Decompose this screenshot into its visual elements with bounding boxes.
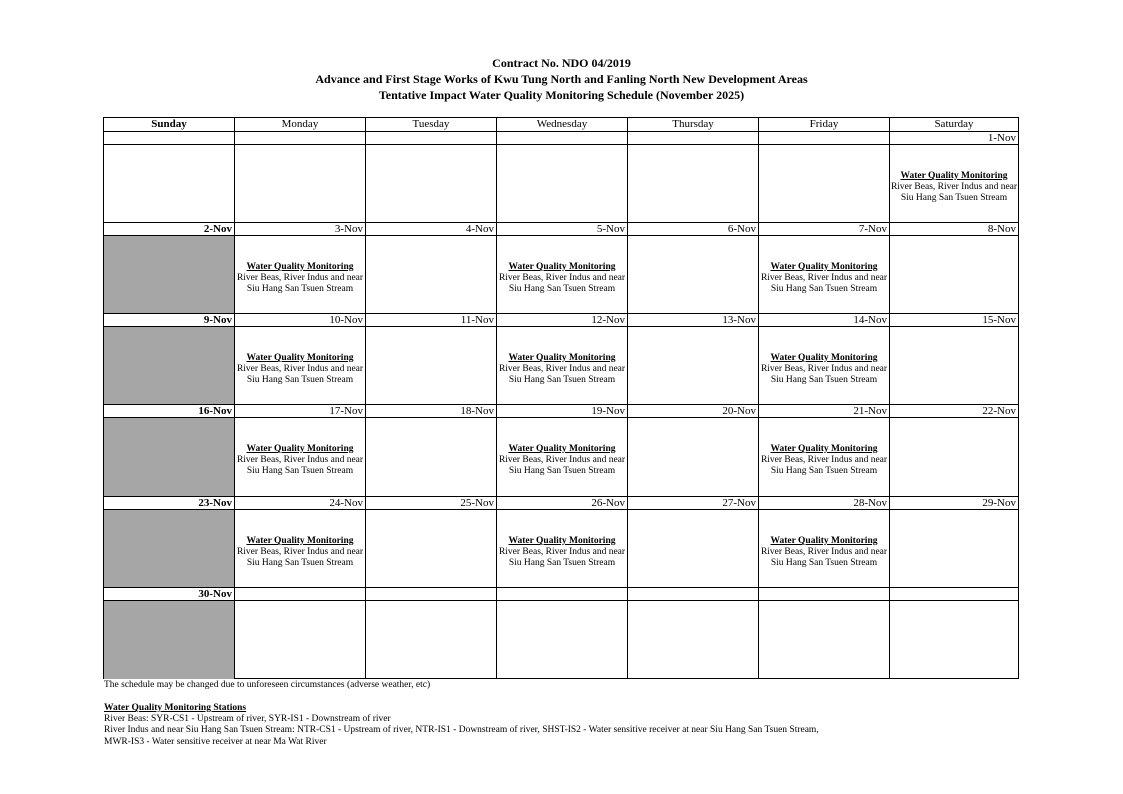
event-location-line-2: Siu Hang San Tsuen Stream — [246, 284, 354, 294]
day-cell — [497, 601, 628, 679]
day-cell — [235, 418, 366, 497]
event-title: Water Quality Monitoring — [246, 353, 354, 363]
event-title: Water Quality Monitoring — [770, 353, 878, 363]
event-location-line-2: Siu Hang San Tsuen Stream — [508, 284, 616, 294]
date-label: 14-Nov — [759, 314, 890, 327]
date-label — [235, 132, 366, 145]
event-title: Water Quality Monitoring — [508, 262, 616, 272]
date-label: 11-Nov — [366, 314, 497, 327]
event-location-line-2: Siu Hang San Tsuen Stream — [508, 558, 616, 568]
event-location-line-2: Siu Hang San Tsuen Stream — [508, 375, 616, 385]
date-label: 24-Nov — [235, 497, 366, 510]
date-label: 28-Nov — [759, 497, 890, 510]
day-header-sunday: Sunday — [104, 118, 235, 132]
date-label — [366, 132, 497, 145]
day-cell — [104, 145, 235, 223]
event-title: Water Quality Monitoring — [508, 536, 616, 546]
monitoring-event — [497, 236, 627, 295]
event-location-line-1: River Beas, River Indus and near — [236, 364, 364, 374]
day-cell — [235, 145, 366, 223]
date-label — [890, 588, 1018, 601]
event-location-line-1: River Beas, River Indus and near — [760, 547, 888, 557]
date-label: 19-Nov — [497, 405, 628, 418]
monitoring-event — [497, 510, 627, 569]
day-cell — [890, 418, 1018, 497]
date-label: 17-Nov — [235, 405, 366, 418]
monitoring-event — [235, 236, 365, 295]
day-cell — [759, 145, 890, 223]
event-title: Water Quality Monitoring — [770, 444, 878, 454]
day-cell — [497, 145, 628, 223]
event-location-line-2: Siu Hang San Tsuen Stream — [770, 284, 878, 294]
day-cell — [104, 510, 235, 588]
date-label — [235, 588, 366, 601]
day-header-friday: Friday — [759, 118, 890, 132]
event-location-line-2: Siu Hang San Tsuen Stream — [900, 193, 1008, 203]
monitoring-event — [759, 510, 889, 569]
day-cell — [235, 601, 366, 679]
event-location-line-1: River Beas, River Indus and near — [498, 547, 626, 557]
stations-line-1: River Beas: SYR-CS1 - Upstream of river, SYR-IS1 - Downstream of river — [104, 714, 391, 724]
stations-line-3: MWR-IS3 - Water sensitive receiver at near Ma Wat River — [104, 737, 327, 747]
day-cell — [628, 145, 759, 223]
event-location-line-1: River Beas, River Indus and near — [236, 455, 364, 465]
event-title: Water Quality Monitoring — [770, 262, 878, 272]
date-label: 7-Nov — [759, 223, 890, 236]
day-header-thursday: Thursday — [628, 118, 759, 132]
day-cell — [235, 327, 366, 405]
schedule-note: The schedule may be changed due to unforeseen circumstances (adverse weather, etc) — [104, 680, 431, 690]
event-location-line-2: Siu Hang San Tsuen Stream — [770, 466, 878, 476]
day-cell — [497, 510, 628, 588]
event-location-line-1: River Beas, River Indus and near — [236, 547, 364, 557]
date-label — [366, 588, 497, 601]
day-cell — [366, 327, 497, 405]
event-title: Water Quality Monitoring — [508, 444, 616, 454]
event-location-line-2: Siu Hang San Tsuen Stream — [770, 375, 878, 385]
date-label — [759, 132, 890, 145]
date-label: 13-Nov — [628, 314, 759, 327]
contract-number: Contract No. NDO 04/2019 — [492, 56, 631, 70]
date-label: 22-Nov — [890, 405, 1018, 418]
day-cell — [759, 236, 890, 314]
date-label: 29-Nov — [890, 497, 1018, 510]
stations-line-2: River Indus and near Siu Hang San Tsuen Stream: NTR-CS1 - Upstream of river, NTR-IS1 - Downstream of river, SHST-IS2 - Water sensitive receiver at near Siu Hang San Tsuen Stream, — [104, 725, 819, 735]
day-cell — [759, 327, 890, 405]
day-cell — [104, 418, 235, 497]
day-cell — [759, 601, 890, 679]
date-label: 10-Nov — [235, 314, 366, 327]
day-cell — [104, 236, 235, 314]
event-location-line-2: Siu Hang San Tsuen Stream — [246, 558, 354, 568]
event-location-line-1: River Beas, River Indus and near — [236, 273, 364, 283]
day-cell — [890, 601, 1018, 679]
date-label: 27-Nov — [628, 497, 759, 510]
project-title: Advance and First Stage Works of Kwu Tung North and Fanling North New Development Areas — [315, 72, 808, 86]
day-header-monday: Monday — [235, 118, 366, 132]
monitoring-event — [497, 418, 627, 477]
monitoring-event — [759, 418, 889, 477]
day-header-wednesday: Wednesday — [497, 118, 628, 132]
event-location-line-1: River Beas, River Indus and near — [498, 273, 626, 283]
date-label: 23-Nov — [104, 497, 235, 510]
event-title: Water Quality Monitoring — [246, 536, 354, 546]
day-cell — [628, 236, 759, 314]
event-location-line-2: Siu Hang San Tsuen Stream — [246, 375, 354, 385]
day-cell — [890, 510, 1018, 588]
date-label: 6-Nov — [628, 223, 759, 236]
day-cell — [890, 327, 1018, 405]
date-label: 1-Nov — [890, 132, 1018, 145]
day-cell — [366, 601, 497, 679]
date-label: 9-Nov — [104, 314, 235, 327]
monitoring-event — [759, 327, 889, 386]
date-label: 20-Nov — [628, 405, 759, 418]
date-label: 12-Nov — [497, 314, 628, 327]
day-cell — [890, 145, 1018, 223]
monitoring-event — [235, 418, 365, 477]
event-location-line-1: River Beas, River Indus and near — [498, 364, 626, 374]
day-cell — [628, 418, 759, 497]
date-label: 18-Nov — [366, 405, 497, 418]
monitoring-event — [759, 236, 889, 295]
date-label: 3-Nov — [235, 223, 366, 236]
event-location-line-1: River Beas, River Indus and near — [760, 273, 888, 283]
day-header-tuesday: Tuesday — [366, 118, 497, 132]
event-location-line-1: River Beas, River Indus and near — [760, 364, 888, 374]
day-cell — [628, 327, 759, 405]
event-title: Water Quality Monitoring — [900, 171, 1008, 181]
day-cell — [366, 145, 497, 223]
date-label: 16-Nov — [104, 405, 235, 418]
monitoring-event — [497, 327, 627, 386]
day-cell — [759, 418, 890, 497]
day-cell — [890, 236, 1018, 314]
date-label: 21-Nov — [759, 405, 890, 418]
monitoring-event — [890, 145, 1018, 204]
event-title: Water Quality Monitoring — [246, 262, 354, 272]
date-label — [104, 132, 235, 145]
date-label — [628, 588, 759, 601]
date-label: 26-Nov — [497, 497, 628, 510]
event-location-line-2: Siu Hang San Tsuen Stream — [246, 466, 354, 476]
day-cell — [104, 327, 235, 405]
calendar-grid — [103, 117, 1019, 679]
event-title: Water Quality Monitoring — [770, 536, 878, 546]
day-cell — [497, 327, 628, 405]
event-title: Water Quality Monitoring — [508, 353, 616, 363]
date-label: 8-Nov — [890, 223, 1018, 236]
day-cell — [497, 236, 628, 314]
day-cell — [366, 418, 497, 497]
monitoring-event — [235, 327, 365, 386]
event-location-line-1: River Beas, River Indus and near — [760, 455, 888, 465]
schedule-title: Tentative Impact Water Quality Monitoring Schedule (November 2025) — [378, 88, 745, 102]
day-cell — [104, 601, 235, 679]
event-location-line-1: River Beas, River Indus and near — [890, 182, 1018, 192]
day-cell — [235, 236, 366, 314]
date-label — [628, 132, 759, 145]
date-label: 25-Nov — [366, 497, 497, 510]
day-cell — [366, 510, 497, 588]
day-cell — [628, 601, 759, 679]
day-cell — [628, 510, 759, 588]
date-label — [759, 588, 890, 601]
monitoring-event — [235, 510, 365, 569]
day-cell — [235, 510, 366, 588]
event-title: Water Quality Monitoring — [246, 444, 354, 454]
date-label: 5-Nov — [497, 223, 628, 236]
date-label: 30-Nov — [104, 588, 235, 601]
date-label — [497, 588, 628, 601]
date-label: 15-Nov — [890, 314, 1018, 327]
date-label: 2-Nov — [104, 223, 235, 236]
day-cell — [759, 510, 890, 588]
day-cell — [497, 418, 628, 497]
date-label: 4-Nov — [366, 223, 497, 236]
day-cell — [366, 236, 497, 314]
date-label — [497, 132, 628, 145]
day-header-saturday: Saturday — [890, 118, 1018, 132]
event-location-line-1: River Beas, River Indus and near — [498, 455, 626, 465]
event-location-line-2: Siu Hang San Tsuen Stream — [508, 466, 616, 476]
stations-title: Water Quality Monitoring Stations — [104, 703, 247, 713]
event-location-line-2: Siu Hang San Tsuen Stream — [770, 558, 878, 568]
